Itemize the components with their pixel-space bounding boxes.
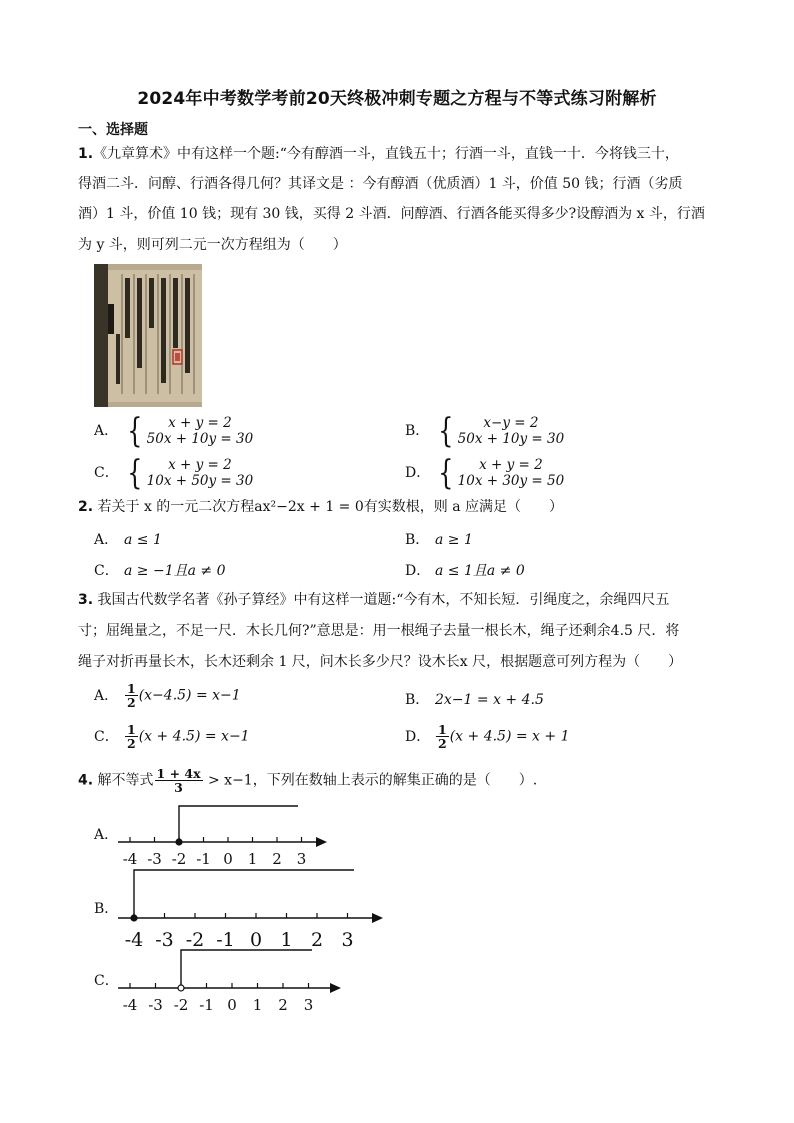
q4-option-c-numberline[interactable] <box>118 944 342 1014</box>
tick-label: 0 <box>223 850 233 868</box>
q4-line-1: 4. 解不等式 $\frac{1 + 4x}{3}$ > x−1，下列在数轴上表示的解集正确的是（ ）. <box>78 766 538 795</box>
tick-label: 1 <box>252 996 263 1014</box>
q4-option-a-label[interactable]: A． <box>94 827 119 843</box>
closed-endpoint <box>131 915 137 921</box>
axis-arrow <box>372 913 383 923</box>
q1-a-eq1: x + y = 2 <box>168 415 232 431</box>
q4-fraction: $\frac{1 + 4x}{3}$ <box>156 766 201 795</box>
tick-label: -2 <box>173 996 189 1014</box>
q1-number: 1. <box>78 146 94 162</box>
q4-option-a-numberline[interactable] <box>118 800 328 868</box>
q1-c-eq1: x + y = 2 <box>168 457 232 473</box>
q1-b-eq1: x−y = 2 <box>483 415 539 431</box>
tick-label: 2 <box>272 850 282 868</box>
tick-label: -1 <box>199 996 214 1014</box>
q3-number: 3. <box>78 592 94 608</box>
q4-number: 4. <box>78 772 94 789</box>
tick-label: 3 <box>296 850 307 868</box>
q4-option-c-label[interactable]: C． <box>94 973 119 989</box>
q2-option-a[interactable]: A． a ≤ 1 <box>94 532 162 548</box>
q3-option-c[interactable]: C． $\frac{1}{2}$ (x + 4.5) = x−1 <box>94 722 250 751</box>
open-endpoint <box>178 985 184 991</box>
q1-line-3: 酒）1 斗，价值 10 钱；现有 30 钱，买得 2 斗酒．问醇酒、行酒各能买得多少?设醇酒为 x 斗，行酒 <box>78 206 705 222</box>
q1-line-4: 为 y 斗，则可列二元一次方程组为（ ） <box>78 237 347 253</box>
q1-d-eq2: 10x + 30y = 50 <box>457 473 565 489</box>
q1-a-eq2: 50x + 10y = 30 <box>146 431 254 447</box>
q3-line-3: 绳子对折再量长木，长木还剩余 1 尺，问木长多少尺？设木长x 尺，根据题意可列方程为（ ） <box>78 654 683 670</box>
tick-label: 2 <box>278 996 288 1014</box>
closed-endpoint <box>176 839 182 845</box>
ancient-book-photo <box>94 264 202 407</box>
q2-line-1: 2. 若关于 x 的一元二次方程ax²−2x + 1 = 0有实数根，则 a 应满足（ ） <box>78 499 564 515</box>
q1-option-b[interactable]: B． { x−y = 2 50x + 10y = 30 <box>405 411 565 451</box>
tick-label: -3 <box>147 850 162 868</box>
q3-option-d[interactable]: D． $\frac{1}{2}$ (x + 4.5) = x + 1 <box>405 722 570 751</box>
tick-label: 1 <box>280 929 293 950</box>
tick-label: -4 <box>124 929 144 950</box>
q2-option-c[interactable]: C． a ≥ −1且a ≠ 0 <box>94 563 226 579</box>
q3-line-2: 寸；屈绳量之，不足一尺．木长几何?”意思是：用一根绳子去量一根长木，绳子还剩余4.5 尺．将 <box>78 623 680 639</box>
tick-label: -1 <box>196 850 211 868</box>
tick-label: 2 <box>310 929 324 950</box>
solution-ray <box>134 870 354 918</box>
page-title: 2024年中考数学考前20天终极冲刺专题之方程与不等式练习附解析 <box>137 89 657 109</box>
q1-option-d[interactable]: D． { x + y = 2 10x + 30y = 50 <box>405 453 565 493</box>
q1-option-a[interactable]: A． { x + y = 2 50x + 10y = 30 <box>94 411 254 451</box>
book-photo-drawing <box>94 264 202 407</box>
q2-number: 2. <box>78 499 94 515</box>
q1-line-2: 得酒二斗．问醇、行酒各得几何？其译文是 ：今有醇酒（优质酒）1 斗，价值 50 钱；行酒（劣质 <box>78 176 683 192</box>
section-heading: 一、选择题 <box>78 122 148 138</box>
tick-label: -4 <box>122 850 138 868</box>
axis-arrow <box>330 983 341 993</box>
tick-label: 0 <box>227 996 237 1014</box>
q1-d-eq1: x + y = 2 <box>479 457 543 473</box>
q1-b-eq2: 50x + 10y = 30 <box>457 431 565 447</box>
q1-c-eq2: 10x + 50y = 30 <box>146 473 254 489</box>
tick-label: -3 <box>148 996 163 1014</box>
tick-label: -2 <box>171 850 187 868</box>
solution-ray <box>179 806 298 842</box>
q3-option-a[interactable]: A． $\frac{1}{2}$ (x−4.5) = x−1 <box>94 681 241 710</box>
q4-option-b-numberline[interactable] <box>118 866 384 950</box>
q3-line-1: 3. 我国古代数学名著《孙子算经》中有这样一道题:“今有木，不知长短．引绳度之，余绳四尺五 <box>78 592 670 608</box>
q4-option-b-label[interactable]: B． <box>94 901 119 917</box>
tick-label: 0 <box>249 929 263 950</box>
tick-label: 3 <box>341 929 354 950</box>
q1-line-1: 1.《九章算术》中有这样一个题:“今有醇酒一斗，直钱五十；行酒一斗，直钱一十．今将钱三十， <box>78 146 679 162</box>
tick-label: -4 <box>122 996 138 1014</box>
tick-label: -2 <box>185 929 205 950</box>
axis-arrow <box>316 837 327 847</box>
tick-label: 3 <box>303 996 314 1014</box>
q3-option-b[interactable]: B． 2x−1 = x + 4.5 <box>405 692 544 708</box>
tick-label: 1 <box>247 850 258 868</box>
q1-option-c[interactable]: C． { x + y = 2 10x + 50y = 30 <box>94 453 254 493</box>
solution-ray <box>181 950 312 988</box>
q2-option-d[interactable]: D． a ≤ 1且a ≠ 0 <box>405 563 525 579</box>
tick-label: -1 <box>216 929 235 950</box>
q2-option-b[interactable]: B． a ≥ 1 <box>405 532 473 548</box>
tick-label: -3 <box>155 929 174 950</box>
